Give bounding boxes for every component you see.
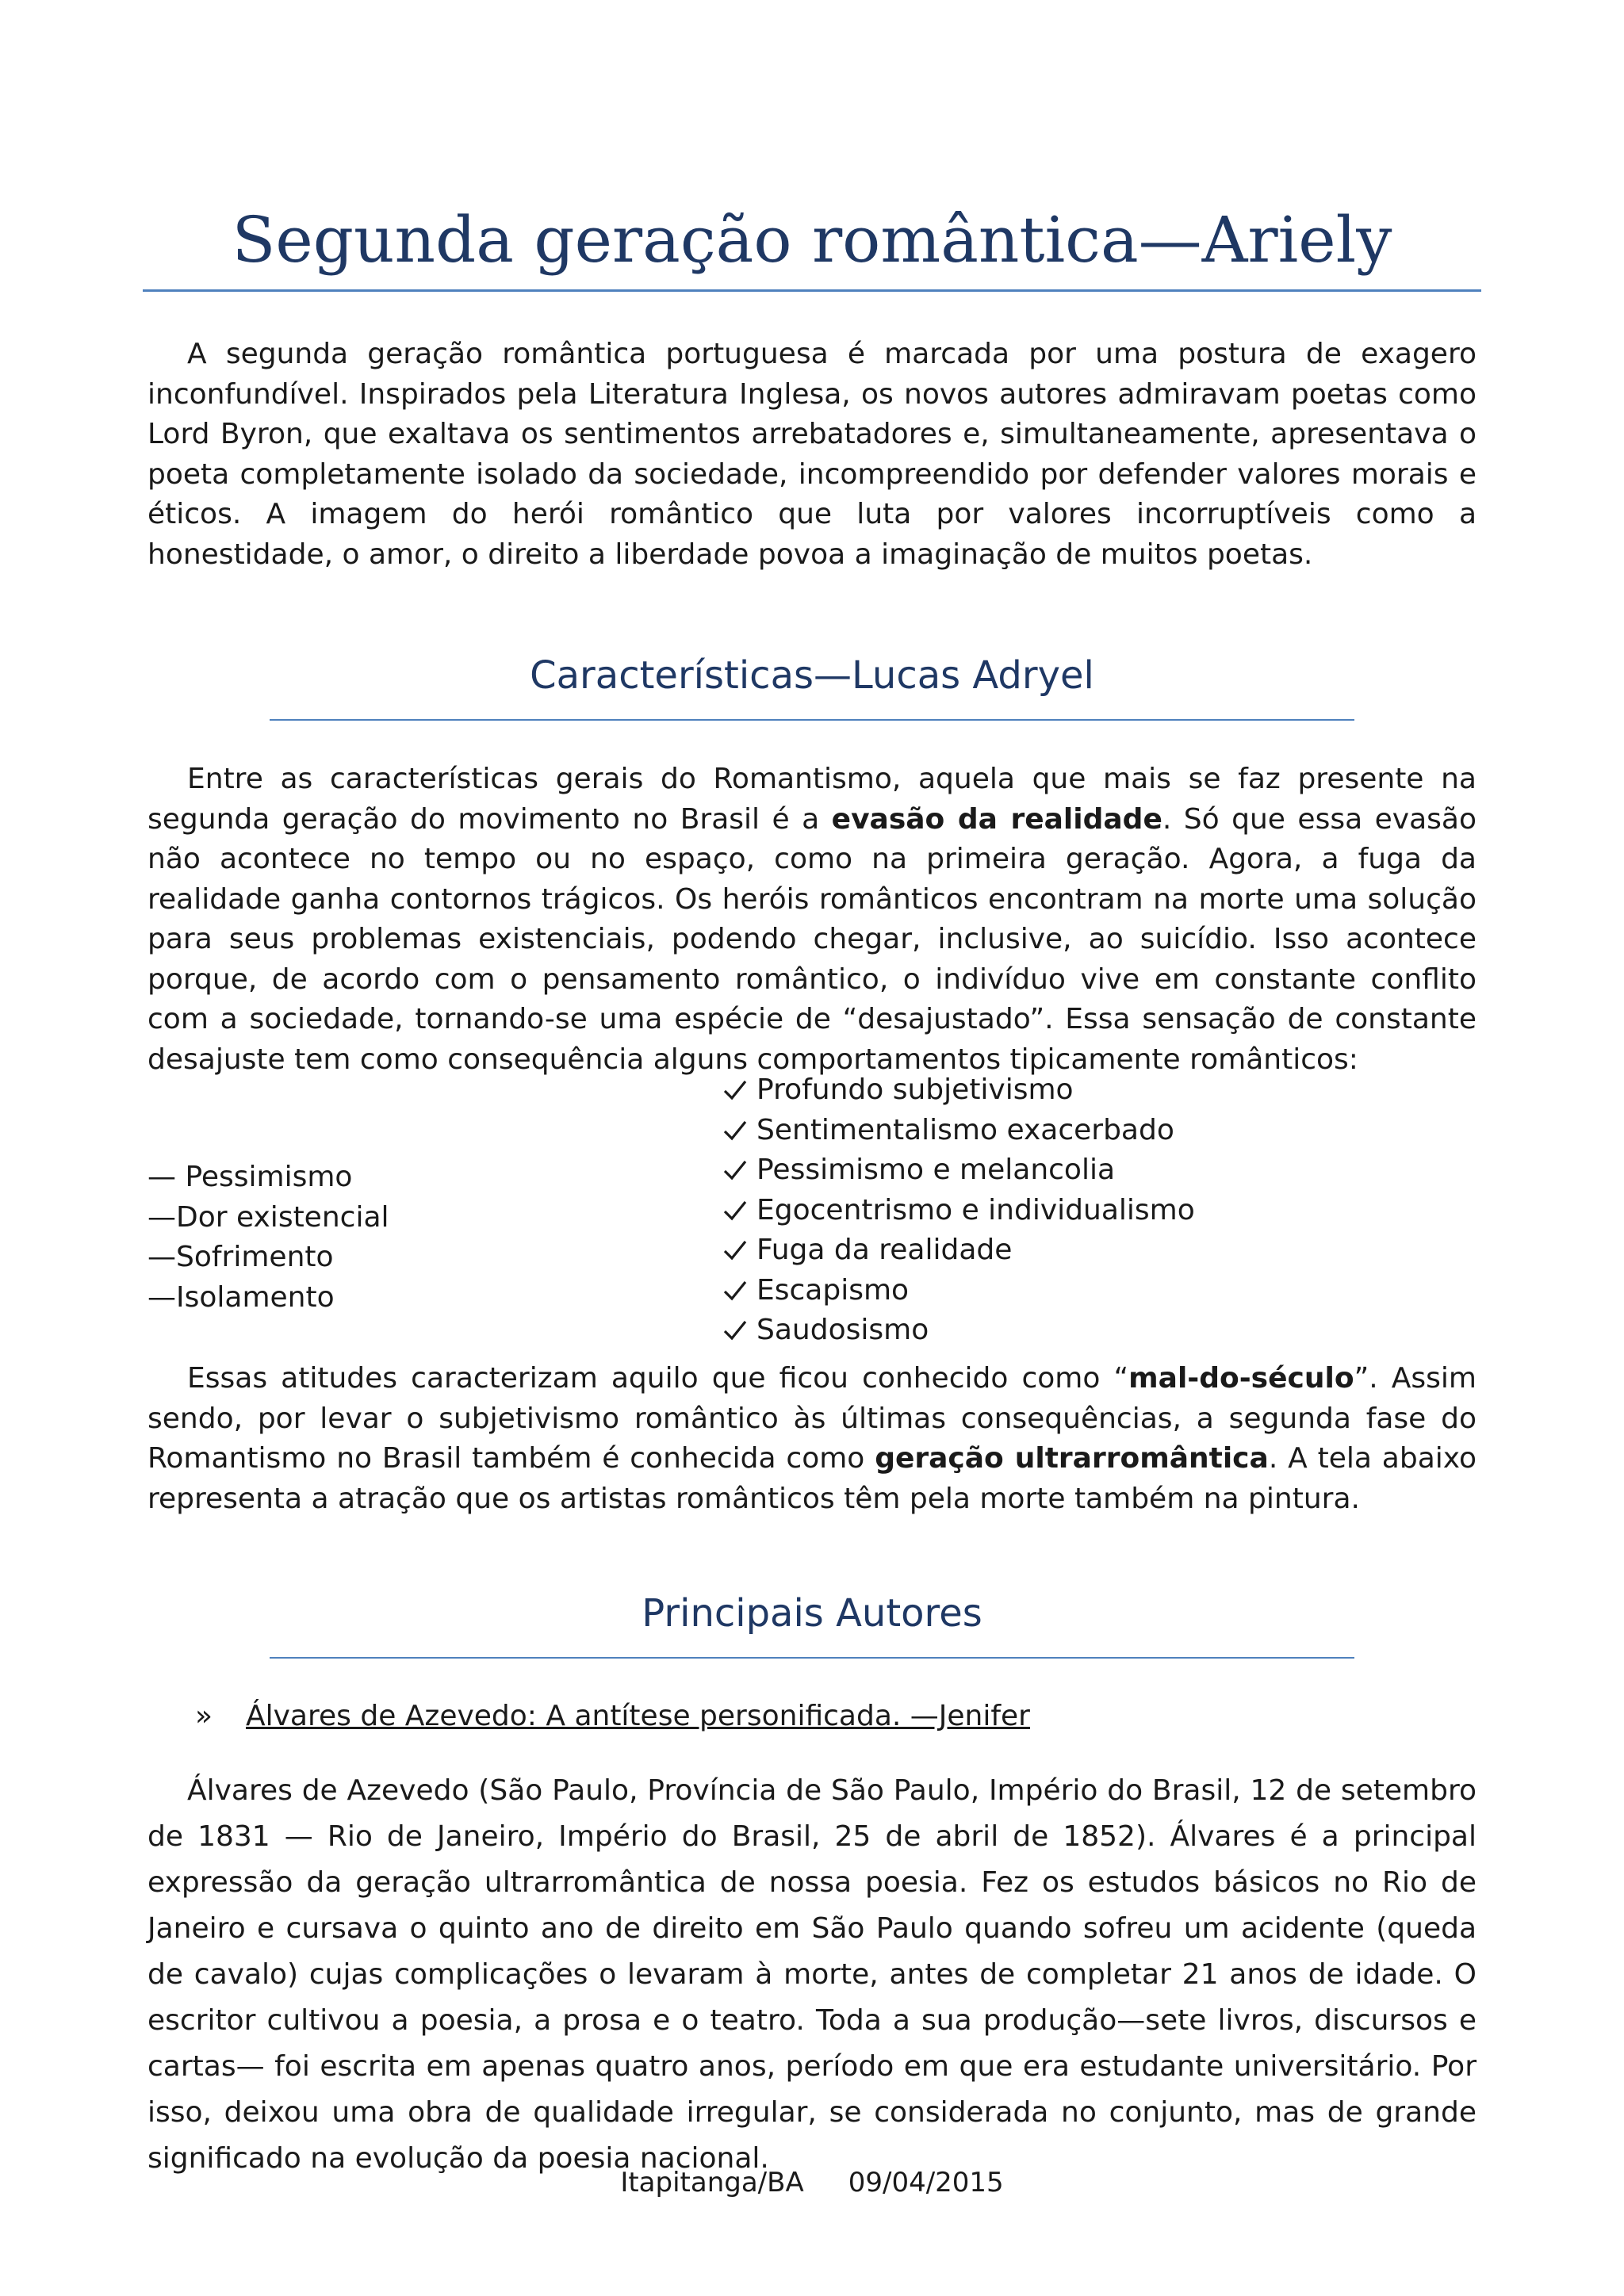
- dash-item: —Sofrimento: [147, 1241, 334, 1273]
- checkmark-icon: [723, 1200, 756, 1222]
- dash-item: —Isolamento: [147, 1280, 335, 1314]
- section-heading-autores: Principais Autores: [642, 1591, 982, 1636]
- emphasis-ultrarromantica: geração ultrarromântica: [875, 1442, 1269, 1475]
- intro-paragraph: [147, 335, 1477, 575]
- document-title: Segunda geração romântica—Ariely: [232, 203, 1392, 277]
- section-underline-caracteristicas: [270, 719, 1354, 721]
- title-underline: [143, 289, 1481, 292]
- checkmark-icon: [723, 1280, 756, 1302]
- emphasis-evasao: evasão da realidade: [831, 802, 1162, 836]
- section-underline-autores: [270, 1657, 1354, 1659]
- dash-item: —Dor existencial: [147, 1200, 389, 1234]
- footer-place: Itapitanga/BA: [620, 2167, 804, 2198]
- check-item: Egocentrismo e individualismo: [723, 1191, 1195, 1231]
- check-item: Sentimentalismo exacerbado: [723, 1111, 1195, 1151]
- bullet-icon: »: [195, 1700, 213, 1732]
- mal-do-seculo-paragraph: Essas atitudes caracterizam aquilo que ficou conhecido como “mal-do-século”. Assim sendo, por levar o subjetivismo romântico às últimas consequências, a segunda fase do Romantismo no Brasil também é conhecida como geração ultrarromântica. A tela abaixo representa a atração que os artistas românticos têm pela morte também na pintura.: [147, 1362, 1477, 1515]
- check-item: Escapismo: [723, 1271, 1195, 1311]
- section-heading-caracteristicas: Características—Lucas Adryel: [530, 653, 1094, 698]
- checkmark-icon: [723, 1079, 756, 1101]
- check-item: Saudosismo: [723, 1311, 1195, 1351]
- checkmark-icon: [723, 1159, 756, 1181]
- intro-text: A segunda geração romântica portuguesa é marcada por uma postura de exagero inconfundível. Inspirados pela Literatura Inglesa, os novos autores admiravam poetas como Lord Byron, que exaltava os sentimentos arrebatadores e, simultaneamente, apresentava o poeta completamente isolado da sociedade, incompreendido por defender valores morais e éticos. A imagem do herói romântico que luta por valores incorruptíveis como a honestidade, o amor, o direito a liberdade povoa a imaginação de muitos poetas.: [147, 338, 1477, 571]
- emphasis-mal-do-seculo: mal-do-século: [1128, 1362, 1354, 1395]
- page-footer: [0, 2164, 1624, 2201]
- check-list: [723, 1070, 1195, 1351]
- footer-date: 09/04/2015: [848, 2167, 1004, 2198]
- author-heading: Álvares de Azevedo: A antítese personificada. —Jenifer: [246, 1700, 1030, 1732]
- checkmark-icon: [723, 1239, 756, 1261]
- caracteristicas-paragraph: Entre as características gerais do Romantismo, aquela que mais se faz presente na segunda geração do movimento no Brasil é a evasão da realidade. Só que essa evasão não acontece no tempo ou no espaço, como na primeira geração. Agora, a fuga da realidade ganha contornos trágicos. Os heróis românticos encontram na morte uma solução para seus problemas existenciais, podendo chegar, inclusive, ao suicídio. Isso acontece porque, de acordo com o pensamento romântico, o indivíduo vive em constante conflito com a sociedade, tornando-se uma espécie de “desajustado”. Essa sensação de constante desajuste tem como consequência alguns comportamentos tipicamente românticos:: [147, 763, 1477, 1076]
- checkmark-icon: [723, 1319, 756, 1341]
- check-item: Pessimismo e melancolia: [723, 1150, 1195, 1191]
- dash-list: [147, 1158, 389, 1318]
- author-bullet: [195, 1697, 1030, 1736]
- check-item: Fuga da realidade: [723, 1230, 1195, 1271]
- checkmark-icon: [723, 1119, 756, 1142]
- alvares-paragraph: Álvares de Azevedo (São Paulo, Província de São Paulo, Império do Brasil, 12 de setembro de 1831 — Rio de Janeiro, Império do Brasil, 25 de abril de 1852). Álvares é a principal expressão da geração ultrarromântica de nossa poesia. Fez os estudos básicos no Rio de Janeiro e cursava o quinto ano de direito em São Paulo quando sofreu um acidente (queda de cavalo) cujas complicações o levaram à morte, antes de completar 21 anos de idade. O escritor cultivou a poesia, a prosa e o teatro. Toda a sua produção—sete livros, discursos e cartas— foi escrita em apenas quatro anos, período em que era estudante universitário. Por isso, deixou uma obra de qualidade irregular, se considerada no conjunto, mas de grande significado na evolução da poesia nacional.: [147, 1774, 1477, 2175]
- check-item: Profundo subjetivismo: [723, 1070, 1195, 1111]
- dash-item: — Pessimismo: [147, 1161, 353, 1193]
